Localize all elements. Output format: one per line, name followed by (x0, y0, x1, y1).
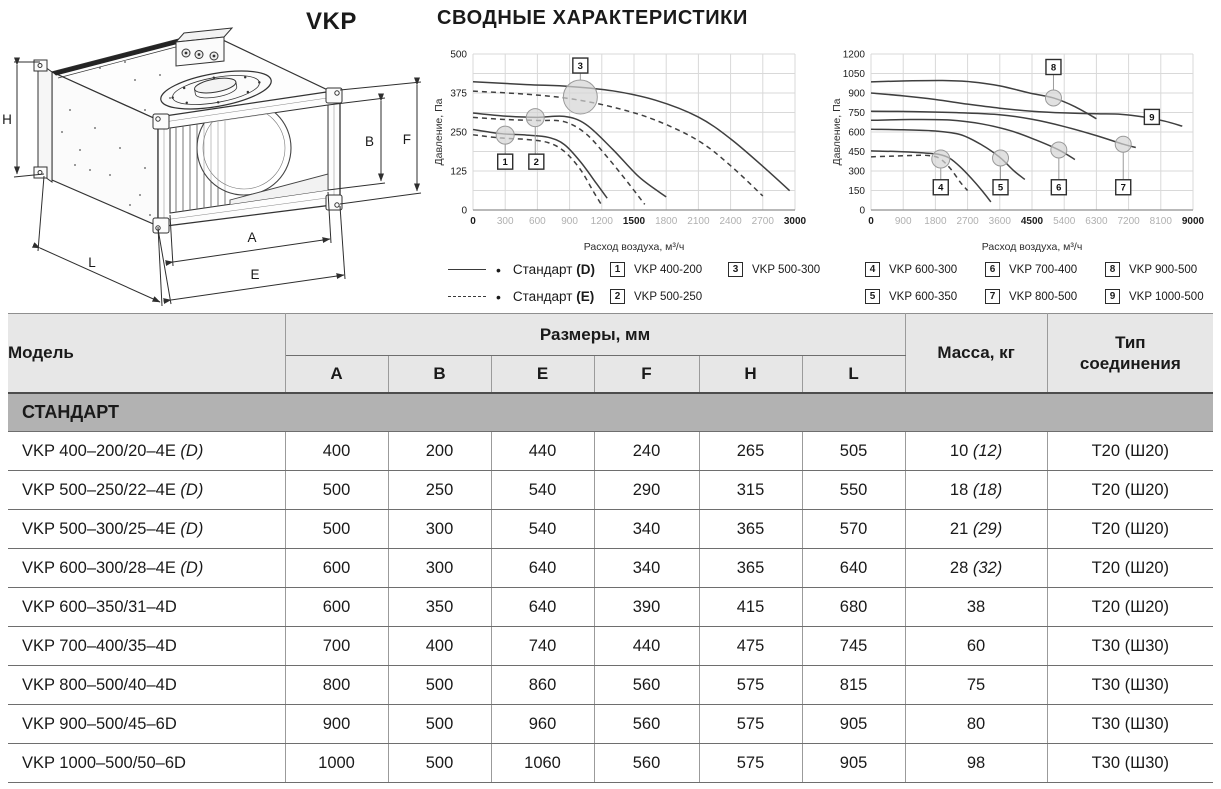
x-tick: 8100 (1149, 216, 1172, 227)
model-cell: VKP 600–350/31–4D (8, 588, 285, 627)
x-tick: 1200 (590, 216, 613, 227)
dimension-cell: 500 (285, 471, 388, 510)
style-label-bold: (D) (576, 262, 595, 277)
table-row (8, 549, 1213, 588)
style-label: Стандарт (512, 262, 573, 277)
model-cell: VKP 600–300/28–4E (D) (8, 549, 285, 588)
product-name: VKP (306, 8, 357, 35)
bolt-hole (38, 64, 42, 68)
dimension-cell: 340 (594, 510, 699, 549)
dimension-cell: 600 (285, 588, 388, 627)
table-row (8, 471, 1213, 510)
dim-label-a: A (247, 230, 257, 245)
dimension-cell: 300 (388, 510, 491, 549)
y-tick: 600 (848, 127, 865, 139)
model-cell: VKP 900–500/45–6D (8, 705, 285, 744)
dimension-cell: 700 (285, 627, 388, 666)
line-style-legend (448, 256, 610, 310)
mass-cell: 28 (32) (905, 549, 1047, 588)
dimension-cell: 315 (699, 471, 802, 510)
curve-point-7 (1115, 136, 1131, 152)
x-tick: 0 (868, 216, 874, 227)
dimension-cell: 340 (594, 549, 699, 588)
legend-number-box: 8 (1105, 262, 1120, 277)
x-tick: 1800 (924, 216, 947, 227)
curve-VKP 500-300 Стандарт (D) (473, 82, 790, 191)
dim-label-h: H (2, 112, 12, 127)
x-tick: 7200 (1117, 216, 1140, 227)
x-tick: 600 (529, 216, 546, 227)
page-title: СВОДНЫЕ ХАРАКТЕРИСТИКИ (437, 7, 748, 29)
x-tick: 2700 (751, 216, 774, 227)
dimension-cell: 540 (491, 471, 594, 510)
curve-point-5 (993, 150, 1009, 166)
dimension-cell: 500 (388, 744, 491, 783)
legend-model-label: VKP 500-300 (752, 263, 821, 276)
dimension-cell: 815 (802, 666, 905, 705)
column-header-dim-f: F (594, 356, 699, 393)
dimension-cell: 290 (594, 471, 699, 510)
cable-gland-hole (185, 52, 188, 55)
dimension-cell: 575 (699, 744, 802, 783)
bullet-icon: • (496, 288, 501, 305)
dimension-cell: 390 (594, 588, 699, 627)
x-tick: 300 (496, 216, 514, 227)
dimension-cell: 440 (594, 627, 699, 666)
performance-chart-small-models (433, 42, 825, 254)
y-tick: 0 (859, 205, 865, 217)
model-cell: VKP 1000–500/50–6D (8, 744, 285, 783)
chart-svg (831, 42, 1221, 254)
y-tick: 1200 (842, 49, 865, 61)
model-cell: VKP 700–400/35–4D (8, 627, 285, 666)
y-tick: 500 (450, 49, 467, 61)
x-tick: 4500 (1020, 216, 1044, 227)
legend-style-standard-d (448, 256, 610, 283)
x-tick: 2100 (687, 216, 710, 227)
y-tick: 900 (848, 88, 865, 100)
mass-cell: 80 (905, 705, 1047, 744)
spec-table (8, 313, 1213, 783)
legend-model-label: VKP 1000-500 (1129, 290, 1204, 303)
chart1-legend (448, 256, 846, 310)
mass-cell: 75 (905, 666, 1047, 705)
curve-point-2 (526, 109, 544, 127)
table-row (8, 666, 1213, 705)
y-tick: 375 (450, 88, 467, 100)
legend-number-box: 6 (985, 262, 1000, 277)
x-tick: 900 (894, 216, 912, 227)
legend-model-label: VKP 900-500 (1129, 263, 1198, 276)
connection-type-line1: Тип (1115, 332, 1146, 352)
curve-label-7: 7 (1120, 182, 1126, 194)
table-row (8, 588, 1213, 627)
dimension-cell: 500 (388, 705, 491, 744)
dimension-cell: 415 (699, 588, 802, 627)
performance-chart-large-models (831, 42, 1221, 254)
dimension-cell: 860 (491, 666, 594, 705)
x-tick: 900 (561, 216, 578, 227)
dimension-cell: 745 (802, 627, 905, 666)
y-axis-title: Давление, Па (433, 98, 445, 166)
dimension-cell: 640 (802, 549, 905, 588)
connection-type-cell: Т30 (Ш30) (1047, 705, 1213, 744)
dimension-cell: 350 (388, 588, 491, 627)
table-row (8, 627, 1213, 666)
curve-point-8 (1045, 90, 1061, 106)
dimension-cell: 440 (491, 432, 594, 471)
curve-label-6: 6 (1056, 182, 1062, 194)
y-tick: 150 (848, 185, 865, 197)
dimension-cell: 540 (491, 510, 594, 549)
dimension-cell: 960 (491, 705, 594, 744)
connection-type-cell: Т30 (Ш30) (1047, 666, 1213, 705)
column-header-dim-a: A (285, 356, 388, 393)
back-flange (38, 62, 52, 182)
column-header-connection-type (1047, 314, 1213, 393)
dashed-line-sample (448, 296, 486, 297)
legend-number-box: 4 (865, 262, 880, 277)
curve-point-4 (932, 150, 950, 168)
dim-label-b: B (364, 134, 374, 149)
table-row (8, 705, 1213, 744)
dimension-cell: 570 (802, 510, 905, 549)
curve-VKP 500-300 Стандарт (E) (473, 91, 763, 196)
connection-type-cell: Т30 (Ш30) (1047, 744, 1213, 783)
legend-item-7 (985, 283, 1105, 310)
legend-item-1 (610, 256, 728, 283)
legend-model-label: VKP 700-400 (1009, 263, 1078, 276)
x-tick: 3000 (783, 216, 807, 227)
curve-point-1 (496, 126, 514, 144)
chart2-model-legend (865, 256, 1221, 310)
mass-cell: 38 (905, 588, 1047, 627)
legend-model-label: VKP 400-200 (634, 263, 703, 276)
column-header-dim-e: E (491, 356, 594, 393)
mass-cell: 60 (905, 627, 1047, 666)
section-title: СТАНДАРТ (8, 393, 1213, 432)
legend-model-label: VKP 800-500 (1009, 290, 1078, 303)
y-tick: 250 (450, 127, 467, 139)
dimension-cell: 600 (285, 549, 388, 588)
dimension-cell: 905 (802, 744, 905, 783)
dimension-cell: 400 (285, 432, 388, 471)
legend-number-box: 9 (1105, 289, 1120, 304)
mass-cell: 18 (18) (905, 471, 1047, 510)
dimension-cell: 740 (491, 627, 594, 666)
curve-VKP 1000-500 (871, 93, 1182, 126)
cable-gland-hole (198, 53, 201, 56)
legend-item-5 (865, 283, 985, 310)
curve-point-6 (1051, 142, 1067, 158)
legend-item-3 (728, 256, 846, 283)
column-header-dimensions: Размеры, мм (285, 314, 905, 356)
legend-item-4 (865, 256, 985, 283)
y-tick: 1050 (842, 68, 865, 80)
column-header-dim-l: L (802, 356, 905, 393)
fan-drawing (0, 20, 435, 310)
chart-svg (433, 42, 825, 254)
connection-type-line2: соединения (1079, 353, 1181, 373)
solid-line-sample (448, 269, 486, 270)
legend-model-label: VKP 600-350 (889, 290, 958, 303)
bullet-icon: • (496, 261, 501, 278)
connection-type-cell: Т30 (Ш30) (1047, 627, 1213, 666)
curve-label-2: 2 (533, 157, 539, 169)
cable-gland-hole (213, 55, 216, 58)
dim-label-f: F (402, 132, 411, 147)
dimension-cell: 250 (388, 471, 491, 510)
legend-item-9 (1105, 283, 1221, 310)
curve-label-5: 5 (997, 182, 1004, 194)
dimension-cell: 200 (388, 432, 491, 471)
curve-label-9: 9 (1149, 112, 1155, 124)
legend-item-2 (610, 283, 728, 310)
curve-label-3: 3 (577, 60, 583, 72)
dimension-cell: 575 (699, 705, 802, 744)
dimension-cell: 1060 (491, 744, 594, 783)
connection-type-cell: Т20 (Ш20) (1047, 432, 1213, 471)
legend-model-label: VKP 600-300 (889, 263, 958, 276)
dimension-cell: 900 (285, 705, 388, 744)
x-tick: 2400 (719, 216, 742, 227)
style-label: Стандарт (512, 289, 573, 304)
column-header-dim-h: H (699, 356, 802, 393)
dimension-cell: 560 (594, 705, 699, 744)
y-tick: 0 (461, 205, 467, 217)
legend-style-standard-e (448, 283, 610, 310)
dimension-cell: 560 (594, 666, 699, 705)
chart1-model-legend (610, 256, 846, 310)
dimension-cell: 640 (491, 549, 594, 588)
legend-number-box: 5 (865, 289, 880, 304)
x-tick: 6300 (1085, 216, 1108, 227)
curve-VKP 600-300 Стандарт (D) (871, 151, 991, 202)
legend-number-box: 7 (985, 289, 1000, 304)
dimension-cell: 800 (285, 666, 388, 705)
y-tick: 300 (848, 166, 865, 178)
table-row (8, 510, 1213, 549)
dimension-cell: 550 (802, 471, 905, 510)
chart2-legend (865, 256, 1221, 310)
column-header-dim-b: B (388, 356, 491, 393)
dimension-cell: 400 (388, 627, 491, 666)
dimension-cell: 500 (388, 666, 491, 705)
dimension-cell: 500 (285, 510, 388, 549)
y-axis-title: Давление, Па (831, 98, 843, 166)
y-tick: 750 (848, 107, 865, 119)
x-tick: 2700 (956, 216, 979, 227)
dimension-cell: 240 (594, 432, 699, 471)
legend-number-box: 2 (610, 289, 625, 304)
dimension-cell: 300 (388, 549, 491, 588)
legend-item-6 (985, 256, 1105, 283)
dimension-cell: 475 (699, 627, 802, 666)
x-tick: 0 (470, 216, 476, 227)
dimension-cell: 560 (594, 744, 699, 783)
column-header-mass: Масса, кг (905, 314, 1047, 393)
dimension-cell: 365 (699, 510, 802, 549)
dimension-cell: 680 (802, 588, 905, 627)
connection-type-cell: Т20 (Ш20) (1047, 549, 1213, 588)
section-row (8, 393, 1213, 432)
dimension-cell: 1000 (285, 744, 388, 783)
mass-cell: 10 (12) (905, 432, 1047, 471)
connection-type-cell: Т20 (Ш20) (1047, 510, 1213, 549)
dimension-cell: 505 (802, 432, 905, 471)
connection-type-cell: Т20 (Ш20) (1047, 471, 1213, 510)
mass-cell: 98 (905, 744, 1047, 783)
x-tick: 1500 (622, 216, 646, 227)
model-cell: VKP 500–250/22–4E (D) (8, 471, 285, 510)
dim-label-e: E (250, 267, 260, 282)
curve-label-1: 1 (502, 157, 508, 169)
x-axis-title: Расход воздуха, м³/ч (583, 241, 685, 253)
mass-cell: 21 (29) (905, 510, 1047, 549)
table-row (8, 432, 1213, 471)
dimension-cell: 640 (491, 588, 594, 627)
model-cell: VKP 400–200/20–4E (D) (8, 432, 285, 471)
dimension-cell: 905 (802, 705, 905, 744)
dim-label-l: L (88, 255, 96, 270)
model-cell: VKP 800–500/40–4D (8, 666, 285, 705)
curve-point-3 (563, 80, 597, 114)
x-tick: 5400 (1053, 216, 1076, 227)
x-axis-title: Расход воздуха, м³/ч (981, 241, 1083, 253)
x-tick: 3600 (988, 216, 1011, 227)
y-tick: 125 (450, 166, 467, 178)
table-row (8, 744, 1213, 783)
x-tick: 1800 (655, 216, 678, 227)
legend-number-box: 3 (728, 262, 743, 277)
legend-number-box: 1 (610, 262, 625, 277)
dimension-cell: 265 (699, 432, 802, 471)
x-tick: 9000 (1181, 216, 1205, 227)
dimension-cell: 365 (699, 549, 802, 588)
dimension-cell: 575 (699, 666, 802, 705)
column-header-model: Модель (8, 314, 285, 393)
y-tick: 450 (848, 146, 865, 158)
curve-label-4: 4 (938, 182, 944, 194)
legend-model-label: VKP 500-250 (634, 290, 703, 303)
model-cell: VKP 500–300/25–4E (D) (8, 510, 285, 549)
style-label-bold: (E) (576, 289, 595, 304)
legend-item-8 (1105, 256, 1221, 283)
connection-type-cell: Т20 (Ш20) (1047, 588, 1213, 627)
curve-label-8: 8 (1050, 62, 1057, 74)
